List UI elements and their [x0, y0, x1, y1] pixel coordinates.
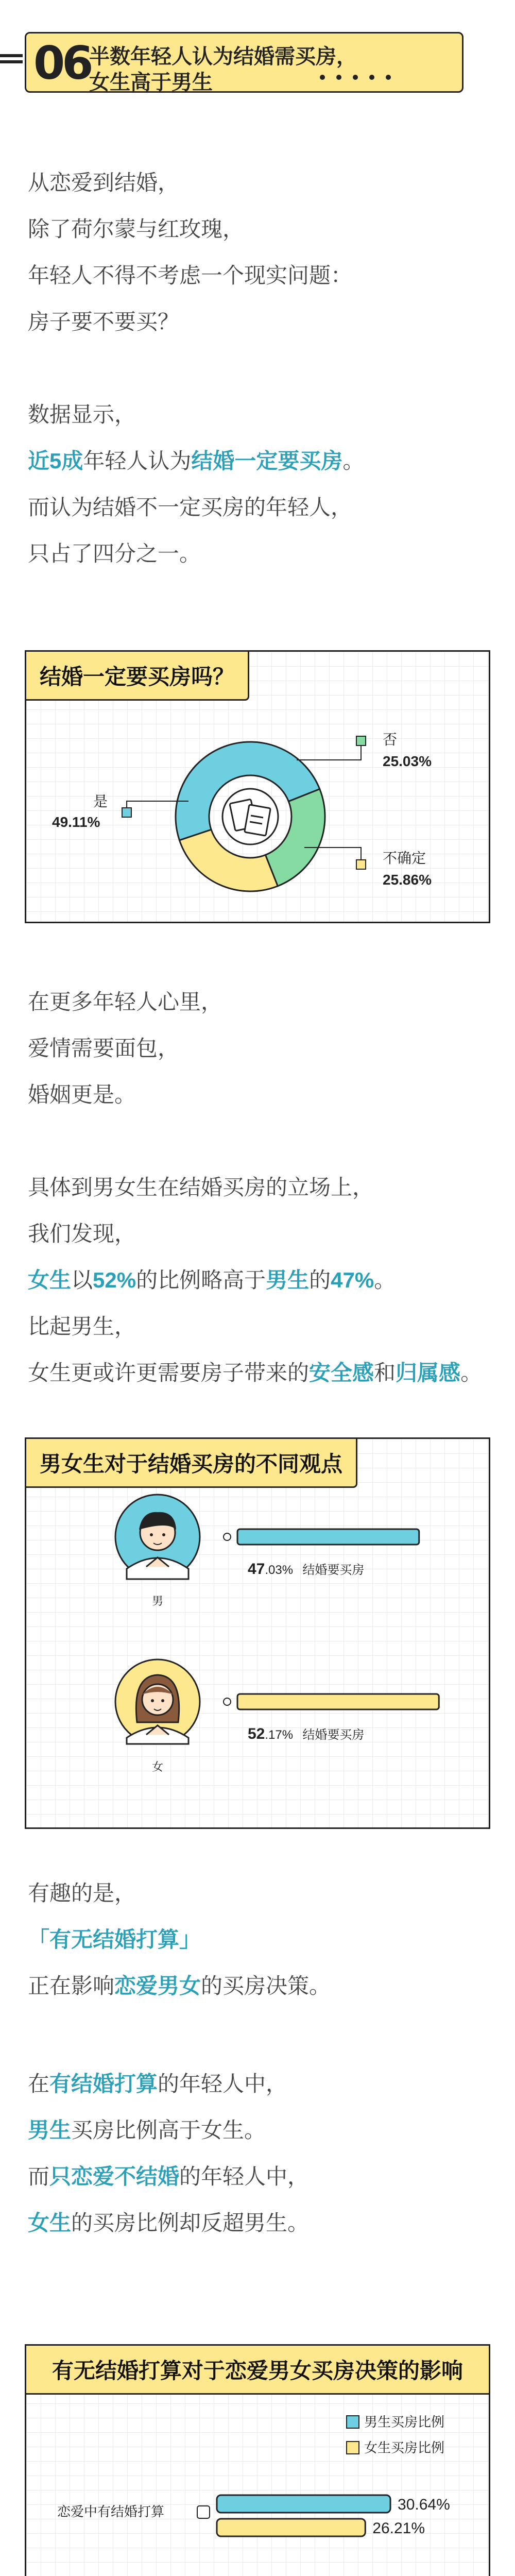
gender-chart-svg [26, 1439, 489, 1827]
paragraph-interesting [28, 1870, 331, 2009]
para-line: 而只恋爱不结婚的年轻人中， [28, 2164, 310, 2189]
label-yes: 是 [93, 793, 108, 809]
paragraph-marriage-plan [28, 2061, 309, 2246]
para-line: 正在影响恋爱男女的买房决策。 [28, 1974, 331, 1998]
label-no: 否 [383, 732, 398, 748]
chart-title: 男女生对于结婚买房的不同观点 [25, 1437, 357, 1488]
para-line: 在更多年轻人心里， [28, 990, 223, 1014]
male-label: 男 [151, 1595, 164, 1607]
para-line: 女生以52%的比例略高于男生的47%。 [28, 1268, 396, 1292]
intro-line: 年轻人不得不考虑一个现实问题： [28, 263, 353, 287]
female-pct-value: 52.17% 结婚要买房 [248, 1725, 365, 1742]
connector-dot-female [224, 1698, 231, 1705]
paragraph-love-bread [28, 979, 222, 1118]
legend-female: 女生买房比例 [364, 2440, 445, 2455]
legend-male: 男生买房比例 [364, 2414, 445, 2430]
intro-paragraph [28, 160, 352, 345]
label-yes-pct: 49.11% [52, 814, 100, 830]
male-avatar [115, 1495, 200, 1579]
section-number: 06 [33, 37, 91, 90]
legend-swatch-female [347, 2442, 359, 2454]
para-line: 婚姻更是。 [28, 1082, 136, 1107]
chart-title: 结婚一定要买房吗？ [25, 650, 249, 701]
donut-chart-svg [26, 652, 489, 922]
para-line: 比起男生， [28, 1314, 136, 1338]
chart-title: 有无结婚打算对于恋爱男女买房决策的影响 [25, 2344, 490, 2395]
value-with-plan-female: 26.21% [372, 2520, 425, 2537]
bar-female [237, 1694, 439, 1709]
chart-marriage-plan-impact [25, 2344, 490, 2576]
header-decoration [0, 54, 23, 63]
decorative-dots [320, 75, 391, 80]
data-line: 数据显示， [28, 402, 136, 427]
para-line: 具体到男女生在结婚买房的立场上， [28, 1175, 374, 1199]
value-with-plan-male: 30.64% [398, 2496, 450, 2513]
paragraph-gender-stance [28, 1164, 482, 1396]
intro-line: 除了荷尔蒙与红玫瑰， [28, 217, 245, 241]
chart-marry-buy-house [25, 650, 490, 923]
row-marker-with-plan [197, 2506, 210, 2518]
bar-with-plan-female [217, 2519, 365, 2536]
data-line: 只占了四分之一。 [28, 541, 201, 566]
section-title-line2: 女生高于男生 [89, 71, 213, 94]
female-label: 女 [151, 1760, 164, 1773]
legend-marker-no [356, 736, 366, 745]
legend-swatch-male [347, 2416, 359, 2428]
data-line: 而认为结婚不一定买房的年轻人， [28, 495, 353, 519]
legend-marker-unsure [356, 860, 366, 869]
female-avatar [115, 1659, 200, 1744]
label-no-pct: 25.03% [383, 753, 432, 769]
para-line: 有趣的是， [28, 1881, 136, 1905]
leader-line-no [297, 744, 361, 760]
label-unsure-pct: 25.86% [383, 872, 432, 888]
plan-chart-svg [26, 2346, 489, 2576]
intro-line: 房子要不要买？ [28, 310, 180, 334]
bar-male [237, 1529, 419, 1545]
label-unsure: 不确定 [383, 850, 426, 866]
male-pct-value: 47.03% 结婚要买房 [248, 1561, 365, 1578]
data-paragraph [28, 392, 364, 577]
para-line: 男生买房比例高于女生。 [28, 2118, 266, 2142]
para-line: 我们发现， [28, 1222, 136, 1246]
chart-gender-opinion [25, 1437, 490, 1829]
section-title-line1: 半数年轻人认为结婚需买房， [89, 45, 357, 68]
para-line: 女生的买房比例却反超男生。 [28, 2211, 310, 2235]
connector-dot-male [224, 1533, 231, 1540]
data-line: 近5成年轻人认为结婚一定要买房。 [28, 449, 365, 473]
para-line: 女生更或许更需要房子带来的安全感和归属感。 [28, 1361, 483, 1385]
para-line: 在有结婚打算的年轻人中， [28, 2072, 288, 2096]
intro-line: 从恋爱到结婚， [28, 171, 180, 195]
section-title [89, 44, 357, 95]
section-header [25, 32, 464, 93]
para-line: 爱情需要面包， [28, 1036, 180, 1060]
legend-marker-yes [122, 808, 131, 817]
bar-with-plan-male [217, 2495, 390, 2513]
row-label-with-plan: 恋爱中有结婚打算 [57, 2504, 165, 2519]
para-line: 「有无结婚打算」 [28, 1927, 201, 1952]
